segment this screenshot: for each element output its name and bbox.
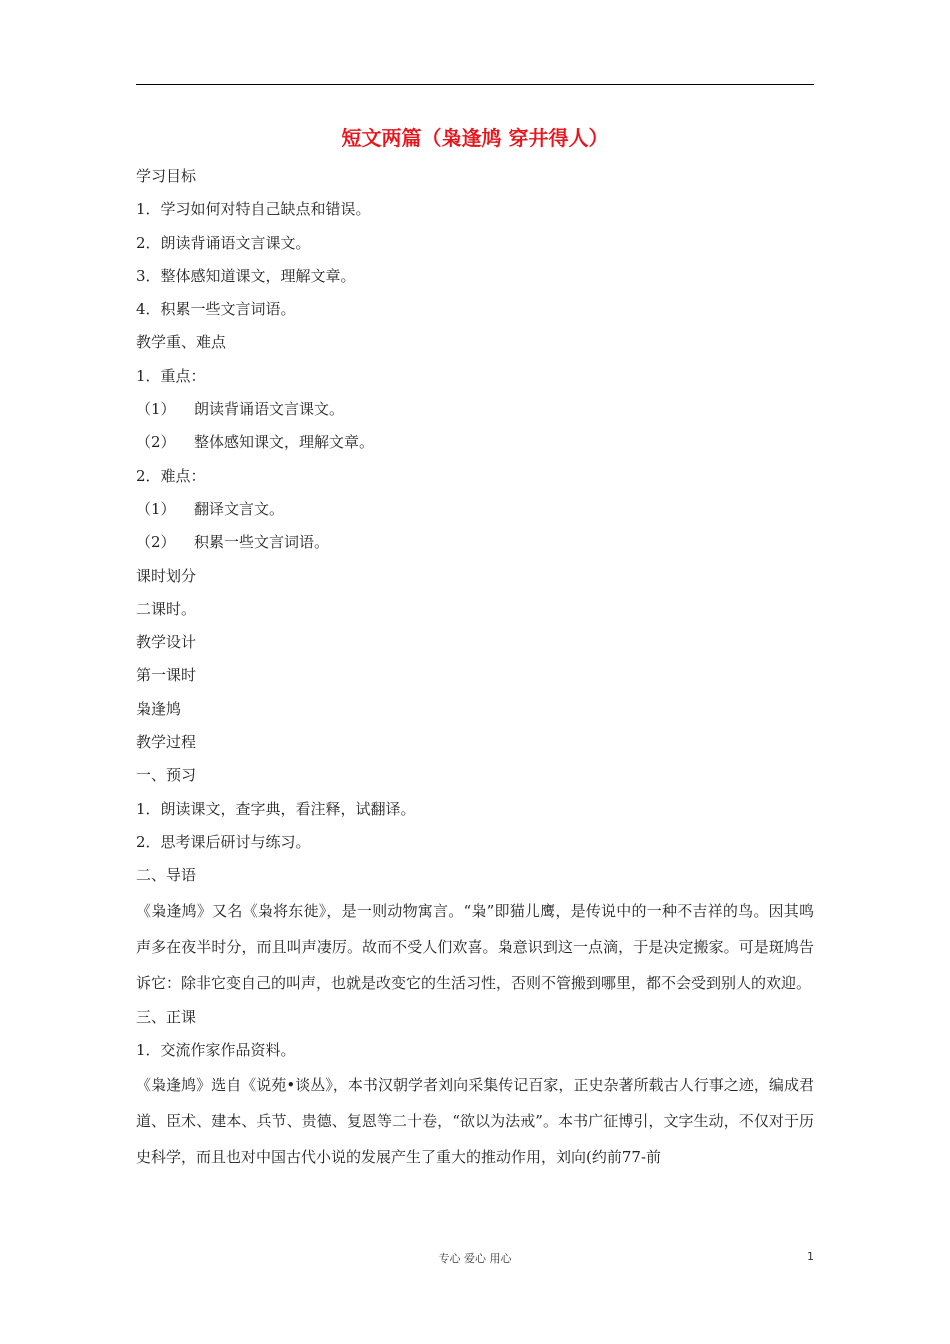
document-title: 短文两篇（枭逢鸠 穿井得人）: [341, 126, 609, 150]
document-body: [136, 160, 814, 1175]
text-line: 教学重、难点: [136, 333, 227, 352]
text-line: 1．学习如何对特自己缺点和错误。: [136, 200, 371, 219]
outline-section: [136, 160, 814, 893]
text-line: [136, 526, 814, 559]
text-line: 第一课时: [136, 666, 197, 685]
text-line: 2．思考课后研讨与练习。: [136, 832, 311, 851]
page-number: 1: [807, 1250, 814, 1263]
text-line: [136, 426, 814, 459]
text-line: 1．重点：: [136, 366, 206, 385]
text-line: 二课时。: [136, 599, 197, 618]
sub-item-index: （1）: [136, 499, 176, 518]
text-line: [136, 393, 814, 426]
text-line: 二、导语: [136, 866, 197, 885]
sub-item-text: 翻译文言文。: [194, 499, 285, 518]
text-line: [136, 493, 814, 526]
sub-item-index: （2）: [136, 533, 176, 552]
lesson-section: [136, 1001, 814, 1068]
text-line: 1．朗读课文，查字典，看注释，试翻译。: [136, 799, 416, 818]
text-line: 2．难点：: [136, 466, 206, 485]
header-rule: [136, 84, 814, 85]
text-line: 1．交流作家作品资料。: [136, 1040, 296, 1059]
text-line: 教学设计: [136, 633, 197, 652]
text-line: 学习目标: [136, 167, 197, 185]
text-line: 教学过程: [136, 733, 197, 752]
text-line: 4．积累一些文言词语。: [136, 300, 296, 319]
sub-item-text: 积累一些文言词语。: [194, 533, 330, 552]
footer-motto: 专心 爱心 用心: [438, 1252, 512, 1265]
text-line: 枭逢鸠: [136, 699, 182, 718]
page-footer: [136, 1250, 814, 1266]
text-line: 课时划分: [136, 566, 197, 585]
sub-item-index: （1）: [136, 400, 176, 419]
text-line: 3．整体感知道课文，理解文章。: [136, 266, 356, 285]
intro-paragraph: 《枭逢鸠》又名《枭将东徙》，是一则动物寓言。“枭”即猫儿鹰，是传说中的一种不吉祥的鸟。因其鸣声多在夜半时分，而且叫声凄厉。故而不受人们欢喜。枭意识到这一点滴，于是决定搬家。可是斑鸠告诉它：除非它变自己的叫声，也就是改变它的生活习性，否则不管搬到哪里，都不会受到别人的欢迎。: [136, 901, 814, 992]
sub-item-text: 朗读背诵语文言课文。: [194, 400, 345, 419]
text-line: 2．朗读背诵语文言课文。: [136, 233, 311, 252]
text-line: 一、预习: [136, 766, 197, 785]
sub-item-text: 整体感知课文，理解文章。: [194, 433, 375, 452]
text-line: 三、正课: [136, 1007, 197, 1026]
sub-item-index: （2）: [136, 433, 176, 452]
source-paragraph: 《枭逢鸠》选自《说苑•谈丛》，本书汉朝学者刘向采集传记百家，正史杂著所载古人行事之迹，编成君道、臣术、建本、兵节、贵德、复恩等二十卷，“欲以为法戒”。本书广征博引，文字生动，不仅对于历史科学，而且也对中国古代小说的发展产生了重大的推动作用，刘向(约前77-前: [136, 1076, 814, 1167]
